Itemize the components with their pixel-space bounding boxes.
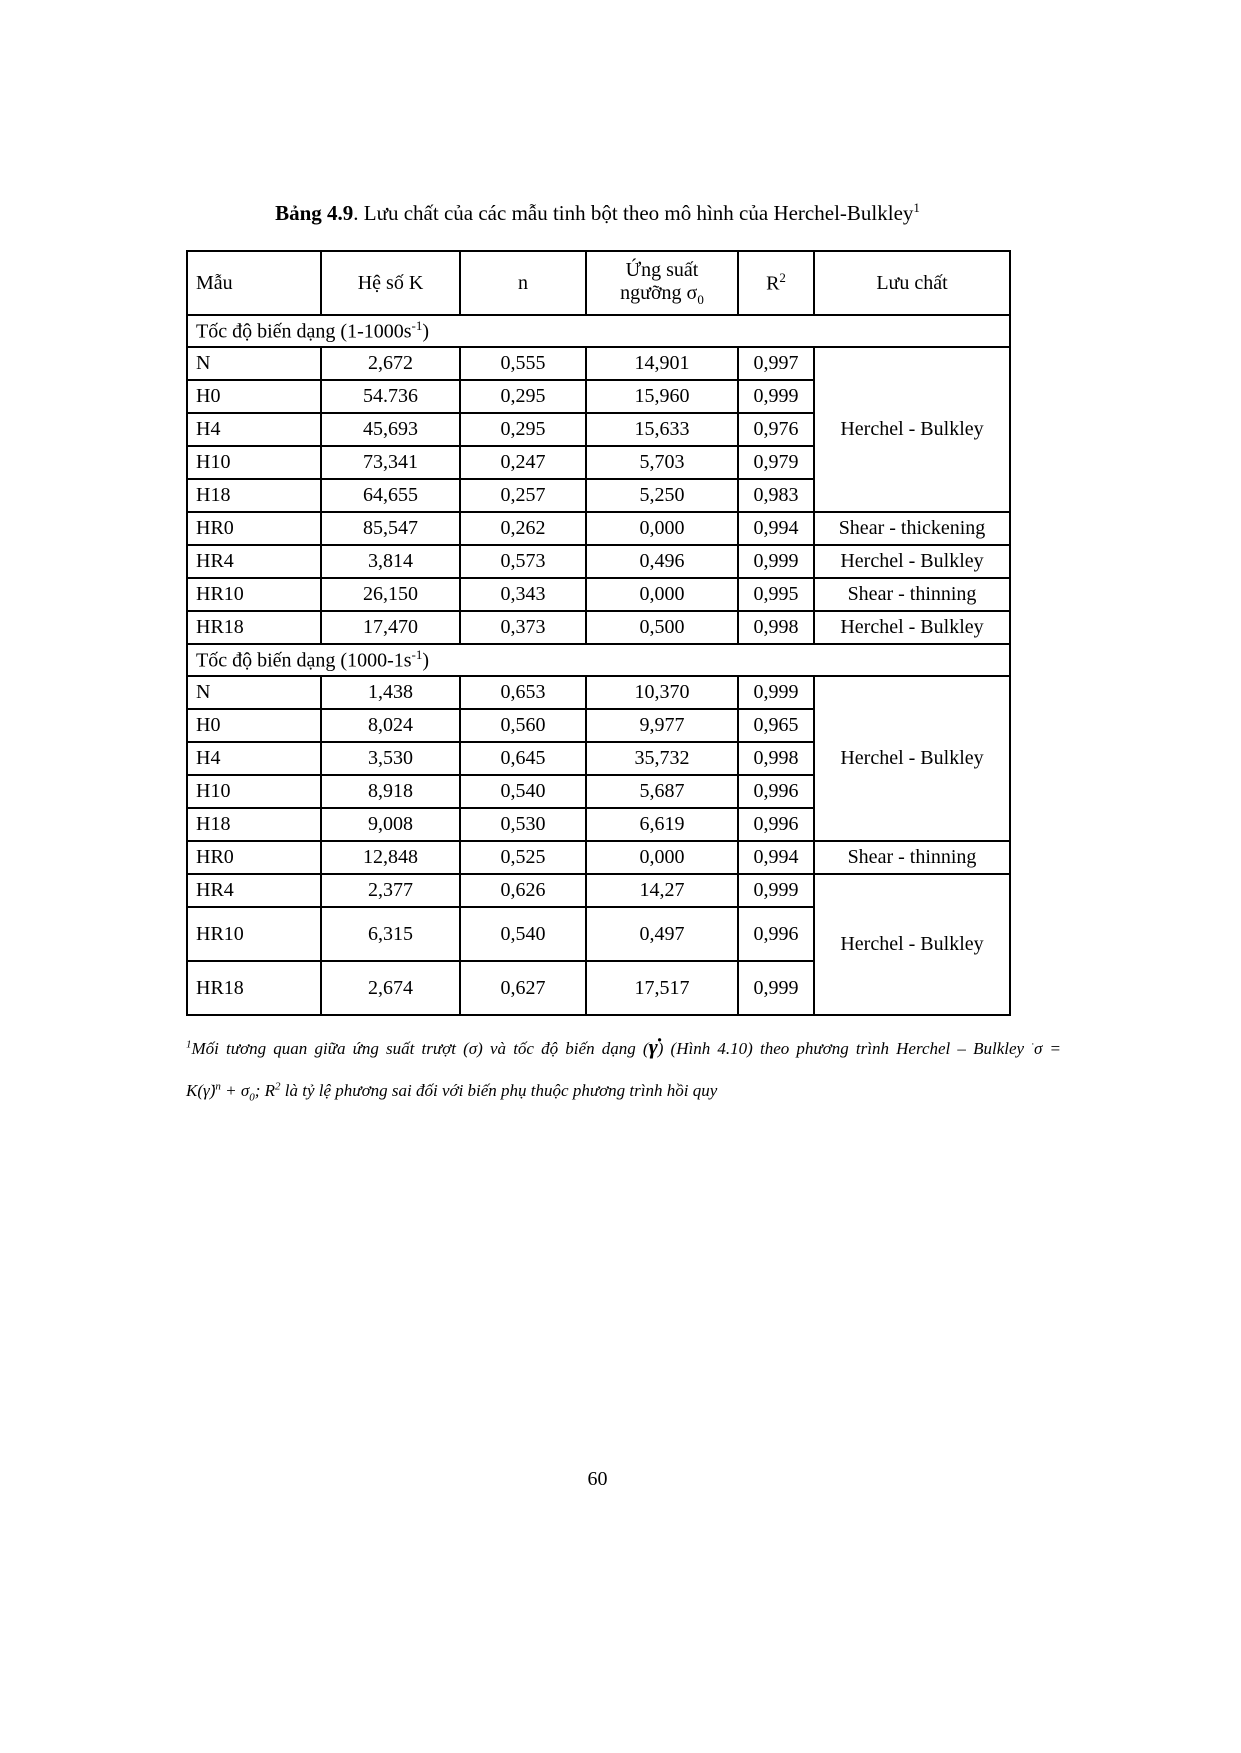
page-content — [186, 200, 1061, 1107]
sample-cell: HR18 — [187, 961, 321, 1015]
sample-cell: HR10 — [187, 907, 321, 961]
fluid-cell: Shear - thinning — [814, 578, 1010, 611]
sigma-subscript: 0 — [697, 291, 704, 307]
n-cell: 0,573 — [460, 545, 586, 578]
footnote-line-2: K(γ̇)$^n$ + $\sigma_0$; $R^2$ là tỷ lệ phương sai đối với biến phụ thuộc phương trình hồi quy — [186, 1080, 718, 1104]
sigma-cell: 17,517 — [586, 961, 738, 1015]
sample-cell: HR0 — [187, 841, 321, 874]
table-row — [187, 545, 1010, 578]
r2-cell: 0,999 — [738, 874, 814, 907]
table-caption — [186, 200, 1009, 226]
r2-cell: 0,994 — [738, 512, 814, 545]
n-cell: 0,525 — [460, 841, 586, 874]
fluid-cell: Herchel - Bulkley — [814, 347, 1010, 512]
k-cell: 6,315 — [321, 907, 460, 961]
sigma-cell: 15,960 — [586, 380, 738, 413]
r2-cell: 0,996 — [738, 907, 814, 961]
sigma-cell: 5,687 — [586, 775, 738, 808]
r2-cell: 0,999 — [738, 380, 814, 413]
table-row — [187, 512, 1010, 545]
fluid-cell: Herchel - Bulkley — [814, 611, 1010, 644]
r-superscript: 2 — [779, 270, 786, 286]
sample-cell: H4 — [187, 413, 321, 446]
r2-cell: 0,994 — [738, 841, 814, 874]
sigma-cell: 0,497 — [586, 907, 738, 961]
sample-cell: HR0 — [187, 512, 321, 545]
k-cell: 8,918 — [321, 775, 460, 808]
fluid-cell: Herchel - Bulkley — [814, 676, 1010, 841]
n-cell: 0,645 — [460, 742, 586, 775]
n-cell: 0,295 — [460, 413, 586, 446]
gamma-dot-symbol: γ̇ — [648, 1034, 658, 1059]
sample-cell: N — [187, 347, 321, 380]
k-cell: 8,024 — [321, 709, 460, 742]
n-cell: 0,540 — [460, 775, 586, 808]
table-caption-text: . Lưu chất của các mẫu tinh bột theo mô hình của Herchel-Bulkley — [353, 201, 914, 225]
sample-cell: N — [187, 676, 321, 709]
sample-cell: HR4 — [187, 545, 321, 578]
n-cell: 0,627 — [460, 961, 586, 1015]
n-cell: 0,653 — [460, 676, 586, 709]
fluid-cell: Herchel - Bulkley — [814, 545, 1010, 578]
col-header-yield-stress — [586, 251, 738, 315]
sigma-cell: 5,703 — [586, 446, 738, 479]
r2-cell: 0,965 — [738, 709, 814, 742]
sample-cell: H0 — [187, 380, 321, 413]
sigma-cell: 0,000 — [586, 578, 738, 611]
fluid-cell: Herchel - Bulkley — [814, 874, 1010, 1015]
r2-cell: 0,997 — [738, 347, 814, 380]
sigma-cell: 14,901 — [586, 347, 738, 380]
k-cell: 85,547 — [321, 512, 460, 545]
table-row — [187, 874, 1010, 907]
k-cell: 45,693 — [321, 413, 460, 446]
fluid-cell: Shear - thickening — [814, 512, 1010, 545]
sigma-cell: 14,27 — [586, 874, 738, 907]
n-cell: 0,555 — [460, 347, 586, 380]
r2-cell: 0,999 — [738, 676, 814, 709]
sigma-cell: 0,496 — [586, 545, 738, 578]
n-cell: 0,560 — [460, 709, 586, 742]
n-cell: 0,295 — [460, 380, 586, 413]
col-header-yield-stress-line1: Ứng suất — [625, 258, 699, 281]
k-cell: 64,655 — [321, 479, 460, 512]
footnote-marker: 1 — [186, 1038, 192, 1051]
r2-cell: 0,996 — [738, 775, 814, 808]
r2-cell: 0,983 — [738, 479, 814, 512]
k-cell: 3,530 — [321, 742, 460, 775]
section-label-2: Tốc độ biến dạng $(1000-1s^{-1})$ — [187, 644, 1010, 676]
n-cell: 0,540 — [460, 907, 586, 961]
sigma-cell: 10,370 — [586, 676, 738, 709]
k-cell: 2,674 — [321, 961, 460, 1015]
k-cell: 1,438 — [321, 676, 460, 709]
table-caption-footnote-ref: 1 — [913, 200, 920, 215]
footnote-line-1: $^1$Mối tương quan giữa ứng suất trượt (σ) và tốc độ biến dạng (γ̇) (Hình 4.10) theo phương trình Herchel – Bulkley ·σ = — [186, 1034, 1062, 1059]
sample-cell: HR4 — [187, 874, 321, 907]
sample-cell: HR18 — [187, 611, 321, 644]
page-number: 60 — [587, 1468, 608, 1490]
k-cell: 73,341 — [321, 446, 460, 479]
col-header-r-squared: $R^2$ — [738, 251, 814, 315]
table-header-row — [187, 251, 1010, 315]
col-header-fluid: Lưu chất — [814, 251, 1010, 315]
r2-cell: 0,998 — [738, 742, 814, 775]
table-row — [187, 611, 1010, 644]
sample-cell: HR10 — [187, 578, 321, 611]
n-cell: 0,262 — [460, 512, 586, 545]
sigma-cell: 0,000 — [586, 512, 738, 545]
n-cell: 0,257 — [460, 479, 586, 512]
sample-cell: H10 — [187, 446, 321, 479]
sigma-cell: 0,000 — [586, 841, 738, 874]
table-row — [187, 841, 1010, 874]
sigma-cell: 0,500 — [586, 611, 738, 644]
r2-cell: 0,999 — [738, 961, 814, 1015]
n-cell: 0,247 — [460, 446, 586, 479]
r2-cell: 0,995 — [738, 578, 814, 611]
sigma-cell: 5,250 — [586, 479, 738, 512]
section-header-row-1 — [187, 315, 1010, 347]
table-row — [187, 578, 1010, 611]
r2-cell: 0,979 — [738, 446, 814, 479]
k-cell: 17,470 — [321, 611, 460, 644]
sigma-cell: 9,977 — [586, 709, 738, 742]
k-cell: 3,814 — [321, 545, 460, 578]
gamma-dot-symbol: γ̇ — [203, 1081, 210, 1101]
sample-cell: H0 — [187, 709, 321, 742]
sample-cell: H18 — [187, 808, 321, 841]
table-footnote — [186, 1030, 1061, 1107]
k-cell: 2,672 — [321, 347, 460, 380]
col-header-n: n — [460, 251, 586, 315]
col-header-yield-stress-line2: ngưỡng $\sigma_0$ — [620, 281, 704, 307]
r2-cell: 0,998 — [738, 611, 814, 644]
k-cell: 26,150 — [321, 578, 460, 611]
sample-cell: H10 — [187, 775, 321, 808]
n-cell: 0,626 — [460, 874, 586, 907]
r2-cell: 0,976 — [738, 413, 814, 446]
fluid-cell: Shear - thinning — [814, 841, 1010, 874]
n-cell: 0,343 — [460, 578, 586, 611]
r2-cell: 0,996 — [738, 808, 814, 841]
herchel-bulkley-table — [186, 250, 1011, 1016]
k-cell: 54.736 — [321, 380, 460, 413]
r2-cell: 0,999 — [738, 545, 814, 578]
table-caption-number: Bảng 4.9 — [275, 201, 354, 225]
k-cell: 12,848 — [321, 841, 460, 874]
col-header-k: Hệ số K — [321, 251, 460, 315]
table-row — [187, 347, 1010, 380]
k-cell: 2,377 — [321, 874, 460, 907]
sample-cell: H4 — [187, 742, 321, 775]
n-cell: 0,530 — [460, 808, 586, 841]
sample-cell: H18 — [187, 479, 321, 512]
table-row — [187, 676, 1010, 709]
sigma-cell: 6,619 — [586, 808, 738, 841]
section-header-row-2 — [187, 644, 1010, 676]
k-cell: 9,008 — [321, 808, 460, 841]
col-header-sample: Mẫu — [187, 251, 321, 315]
section-label-1: Tốc độ biến dạng $(1-1000s^{-1})$ — [187, 315, 1010, 347]
sigma-cell: 15,633 — [586, 413, 738, 446]
sigma-cell: 35,732 — [586, 742, 738, 775]
n-cell: 0,373 — [460, 611, 586, 644]
